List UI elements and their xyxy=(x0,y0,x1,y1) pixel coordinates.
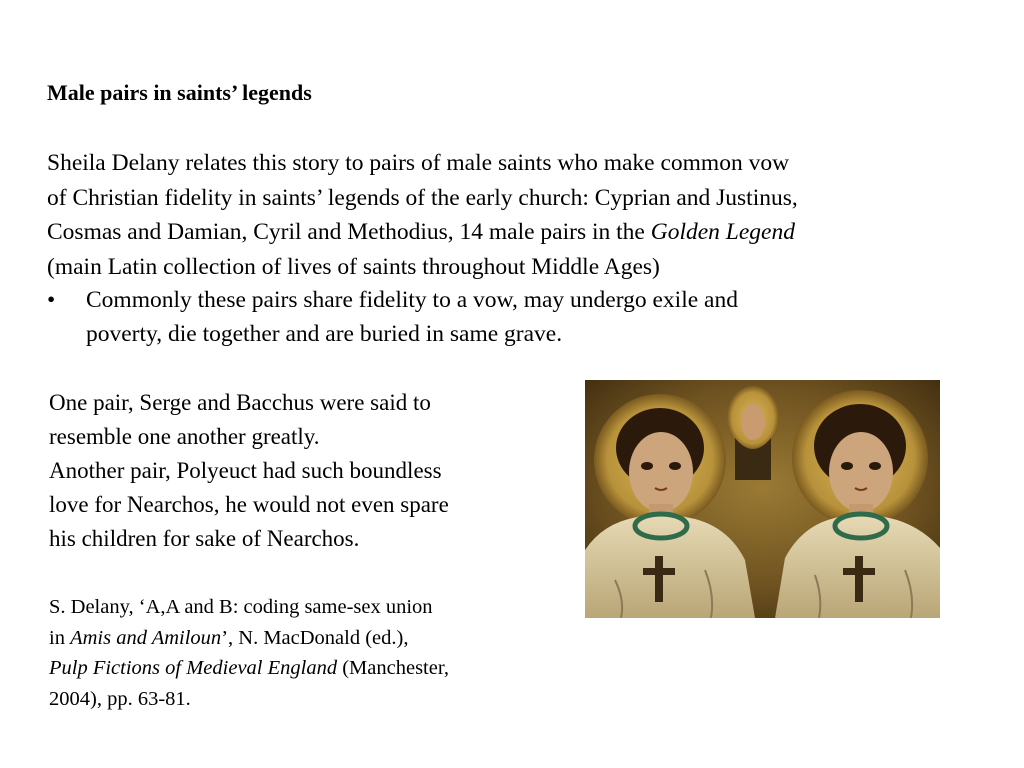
golden-legend-title: Golden Legend xyxy=(650,219,795,245)
intro-line: (main Latin collection of lives of saints throughout Middle Ages) xyxy=(47,253,660,280)
pairs-line: his children for sake of Nearchos. xyxy=(49,526,360,551)
citation-text: in xyxy=(49,626,71,649)
left-saint-cross-icon xyxy=(655,556,663,602)
citation-text: (Manchester, xyxy=(337,657,449,679)
bullet-icon: • xyxy=(47,287,56,313)
slide-title: Male pairs in saints’ legends xyxy=(47,80,312,105)
intro-line: Sheila Delany relates this story to pairs of male saints who make common vow xyxy=(47,150,790,176)
christ-face xyxy=(741,404,765,440)
right-saint-eye-icon xyxy=(869,462,881,470)
bullet-line: Commonly these pairs share fidelity to a vow, may undergo exile and xyxy=(86,287,738,313)
pairs-line: resemble one another greatly. xyxy=(49,424,320,449)
citation-line: 2004), pp. 63-81. xyxy=(49,687,191,710)
pairs-line: Another pair, Polyeuct had such boundless xyxy=(49,458,442,483)
citation xyxy=(49,592,569,714)
icon-image-serge-bacchus xyxy=(585,380,940,618)
bullet-text xyxy=(86,283,946,351)
saints-icon-illustration xyxy=(585,380,940,618)
citation-book-title: Pulp Fictions of Medieval England xyxy=(49,657,338,679)
left-saint-eye-icon xyxy=(641,462,653,470)
intro-paragraph xyxy=(47,146,987,284)
intro-line xyxy=(47,215,987,250)
intro-line: of Christian fidelity in saints’ legends of the early church: Cyprian and Justinus, xyxy=(47,184,798,211)
left-saint-eye-icon xyxy=(669,462,681,470)
left-saint-face xyxy=(629,432,693,512)
citation-work-title: Amis and Amiloun xyxy=(70,626,222,649)
citation-line xyxy=(49,653,569,684)
right-saint-eye-icon xyxy=(841,462,853,470)
right-saint-cross-bar xyxy=(843,568,875,575)
right-saint-face xyxy=(829,432,893,512)
pairs-line: love for Nearchos, he would not even spare xyxy=(49,492,449,517)
intro-line-text: Cosmas and Damian, Cyril and Methodius, 14 male pairs in the xyxy=(47,219,651,245)
right-saint-cross-icon xyxy=(855,556,863,602)
pairs-line: One pair, Serge and Bacchus were said to xyxy=(49,390,431,415)
pairs-paragraph xyxy=(49,386,569,556)
left-saint-cross-bar xyxy=(643,568,675,575)
citation-text: ’, N. MacDonald (ed.), xyxy=(221,626,409,649)
bullet-line: poverty, die together and are buried in same grave. xyxy=(86,321,563,347)
citation-line: S. Delany, ‘A,A and B: coding same-sex union xyxy=(49,596,433,618)
citation-line xyxy=(49,623,569,654)
